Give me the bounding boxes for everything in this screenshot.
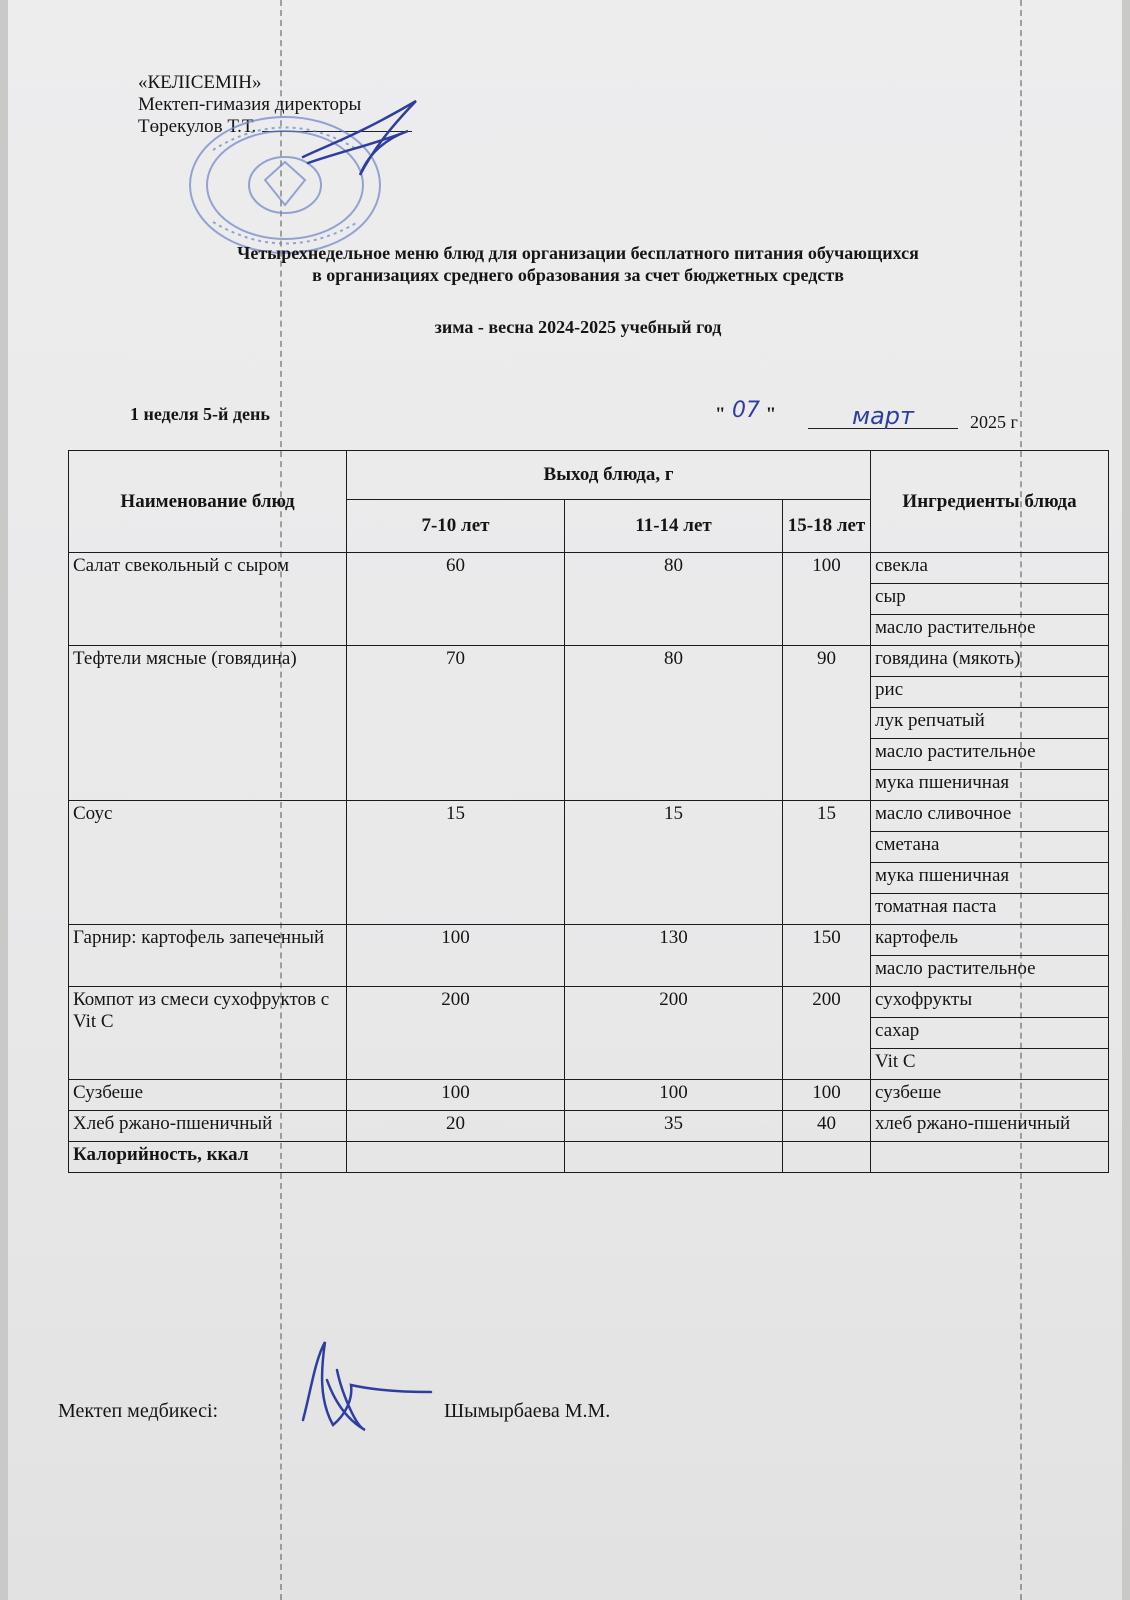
calories-empty-cell [783,1142,871,1173]
yield-15-18-cell: 200 [783,987,871,1080]
header-age-11-14: 11-14 лет [565,500,783,553]
calories-empty-cell [871,1142,1109,1173]
date-month: март [808,404,958,429]
table-row [69,987,1109,1018]
ingredient-cell: сыр [871,584,1109,615]
ingredient-cell: сметана [871,832,1109,863]
dish-name-cell: Гарнир: картофель запеченный [69,925,347,987]
director-signature [298,95,428,185]
ingredient-cell: мука пшеничная [871,863,1109,894]
approval-director-name: Төрекулов Т.Т. [138,116,257,137]
ingredient-cell: свекла [871,553,1109,584]
school-year: зима - весна 2024-2025 учебный год [434,317,722,337]
header-yield: Выход блюда, г [347,451,871,500]
yield-7-10-cell: 100 [347,1080,565,1111]
dish-name-cell: Тефтели мясные (говядина) [69,646,347,801]
calories-empty-cell [565,1142,783,1173]
quote-close: " [765,404,777,425]
date-year: 2025 г [970,412,1018,432]
ingredient-cell: томатная паста [871,894,1109,925]
ingredient-cell: лук репчатый [871,708,1109,739]
header-age-7-10: 7-10 лет [347,500,565,553]
nurse-signature [293,1330,433,1440]
ingredient-cell: сузбеше [871,1080,1109,1111]
dish-name-cell: Сузбеше [69,1080,347,1111]
ingredient-cell: сахар [871,1018,1109,1049]
yield-11-14-cell: 80 [565,553,783,646]
dish-name-cell: Салат свекольный с сыром [69,553,347,646]
table-row [69,1080,1109,1111]
header-age-15-18: 15-18 лет [783,500,871,553]
yield-15-18-cell: 40 [783,1111,871,1142]
yield-7-10-cell: 60 [347,553,565,646]
dish-name-cell: Хлеб ржано-пшеничный [69,1111,347,1142]
header-ingredients: Ингредиенты блюда [871,451,1109,553]
ingredient-cell: мука пшеничная [871,770,1109,801]
yield-7-10-cell: 200 [347,987,565,1080]
menu-table-body [69,553,1109,1173]
table-row [69,925,1109,956]
ingredient-cell: сухофрукты [871,987,1109,1018]
yield-11-14-cell: 80 [565,646,783,801]
ingredient-cell: картофель [871,925,1109,956]
week-day-label: 1 неделя 5-й день [130,404,270,424]
yield-11-14-cell: 15 [565,801,783,925]
calories-empty-cell [347,1142,565,1173]
yield-15-18-cell: 15 [783,801,871,925]
table-row [69,553,1109,584]
yield-11-14-cell: 100 [565,1080,783,1111]
menu-title-line-1: Четырехнедельное меню блюд для организации бесплатного питания обучающихся [237,243,919,263]
yield-11-14-cell: 200 [565,987,783,1080]
yield-11-14-cell: 35 [565,1111,783,1142]
yield-7-10-cell: 20 [347,1111,565,1142]
yield-15-18-cell: 150 [783,925,871,987]
yield-7-10-cell: 100 [347,925,565,987]
approval-position: Мектеп-гимазия директоры [138,94,362,115]
nurse-name: Шымырбаева М.М. [444,1400,611,1422]
ingredient-cell: масло растительное [871,956,1109,987]
document-page [8,0,1122,1600]
menu-table [68,450,1109,1173]
yield-11-14-cell: 130 [565,925,783,987]
menu-title-line-2: в организациях среднего образования за счет бюджетных средств [312,265,844,285]
table-row [69,801,1109,832]
calories-label: Калорийность, ккал [69,1142,347,1173]
quote-open: " [715,404,726,425]
ingredient-cell: масло растительное [871,739,1109,770]
ingredient-cell: хлеб ржано-пшеничный [871,1111,1109,1142]
yield-7-10-cell: 70 [347,646,565,801]
nurse-label: Мектеп медбикесі: [58,1400,219,1422]
ingredient-cell: говядина (мякоть) [871,646,1109,677]
ingredient-cell: рис [871,677,1109,708]
header-dish-name: Наименование блюд [69,451,347,553]
date-day: 07 [732,398,760,423]
yield-7-10-cell: 15 [347,801,565,925]
calories-row [69,1142,1109,1173]
ingredient-cell: масло растительное [871,615,1109,646]
ingredient-cell: масло сливочное [871,801,1109,832]
dish-name-cell: Соус [69,801,347,925]
table-row [69,646,1109,677]
yield-15-18-cell: 100 [783,1080,871,1111]
dish-name-cell: Компот из смеси сухофруктов с Vit C [69,987,347,1080]
ingredient-cell: Vit C [871,1049,1109,1080]
table-row [69,1111,1109,1142]
approval-title: «КЕЛІСЕМІН» [138,72,262,93]
yield-15-18-cell: 100 [783,553,871,646]
yield-15-18-cell: 90 [783,646,871,801]
